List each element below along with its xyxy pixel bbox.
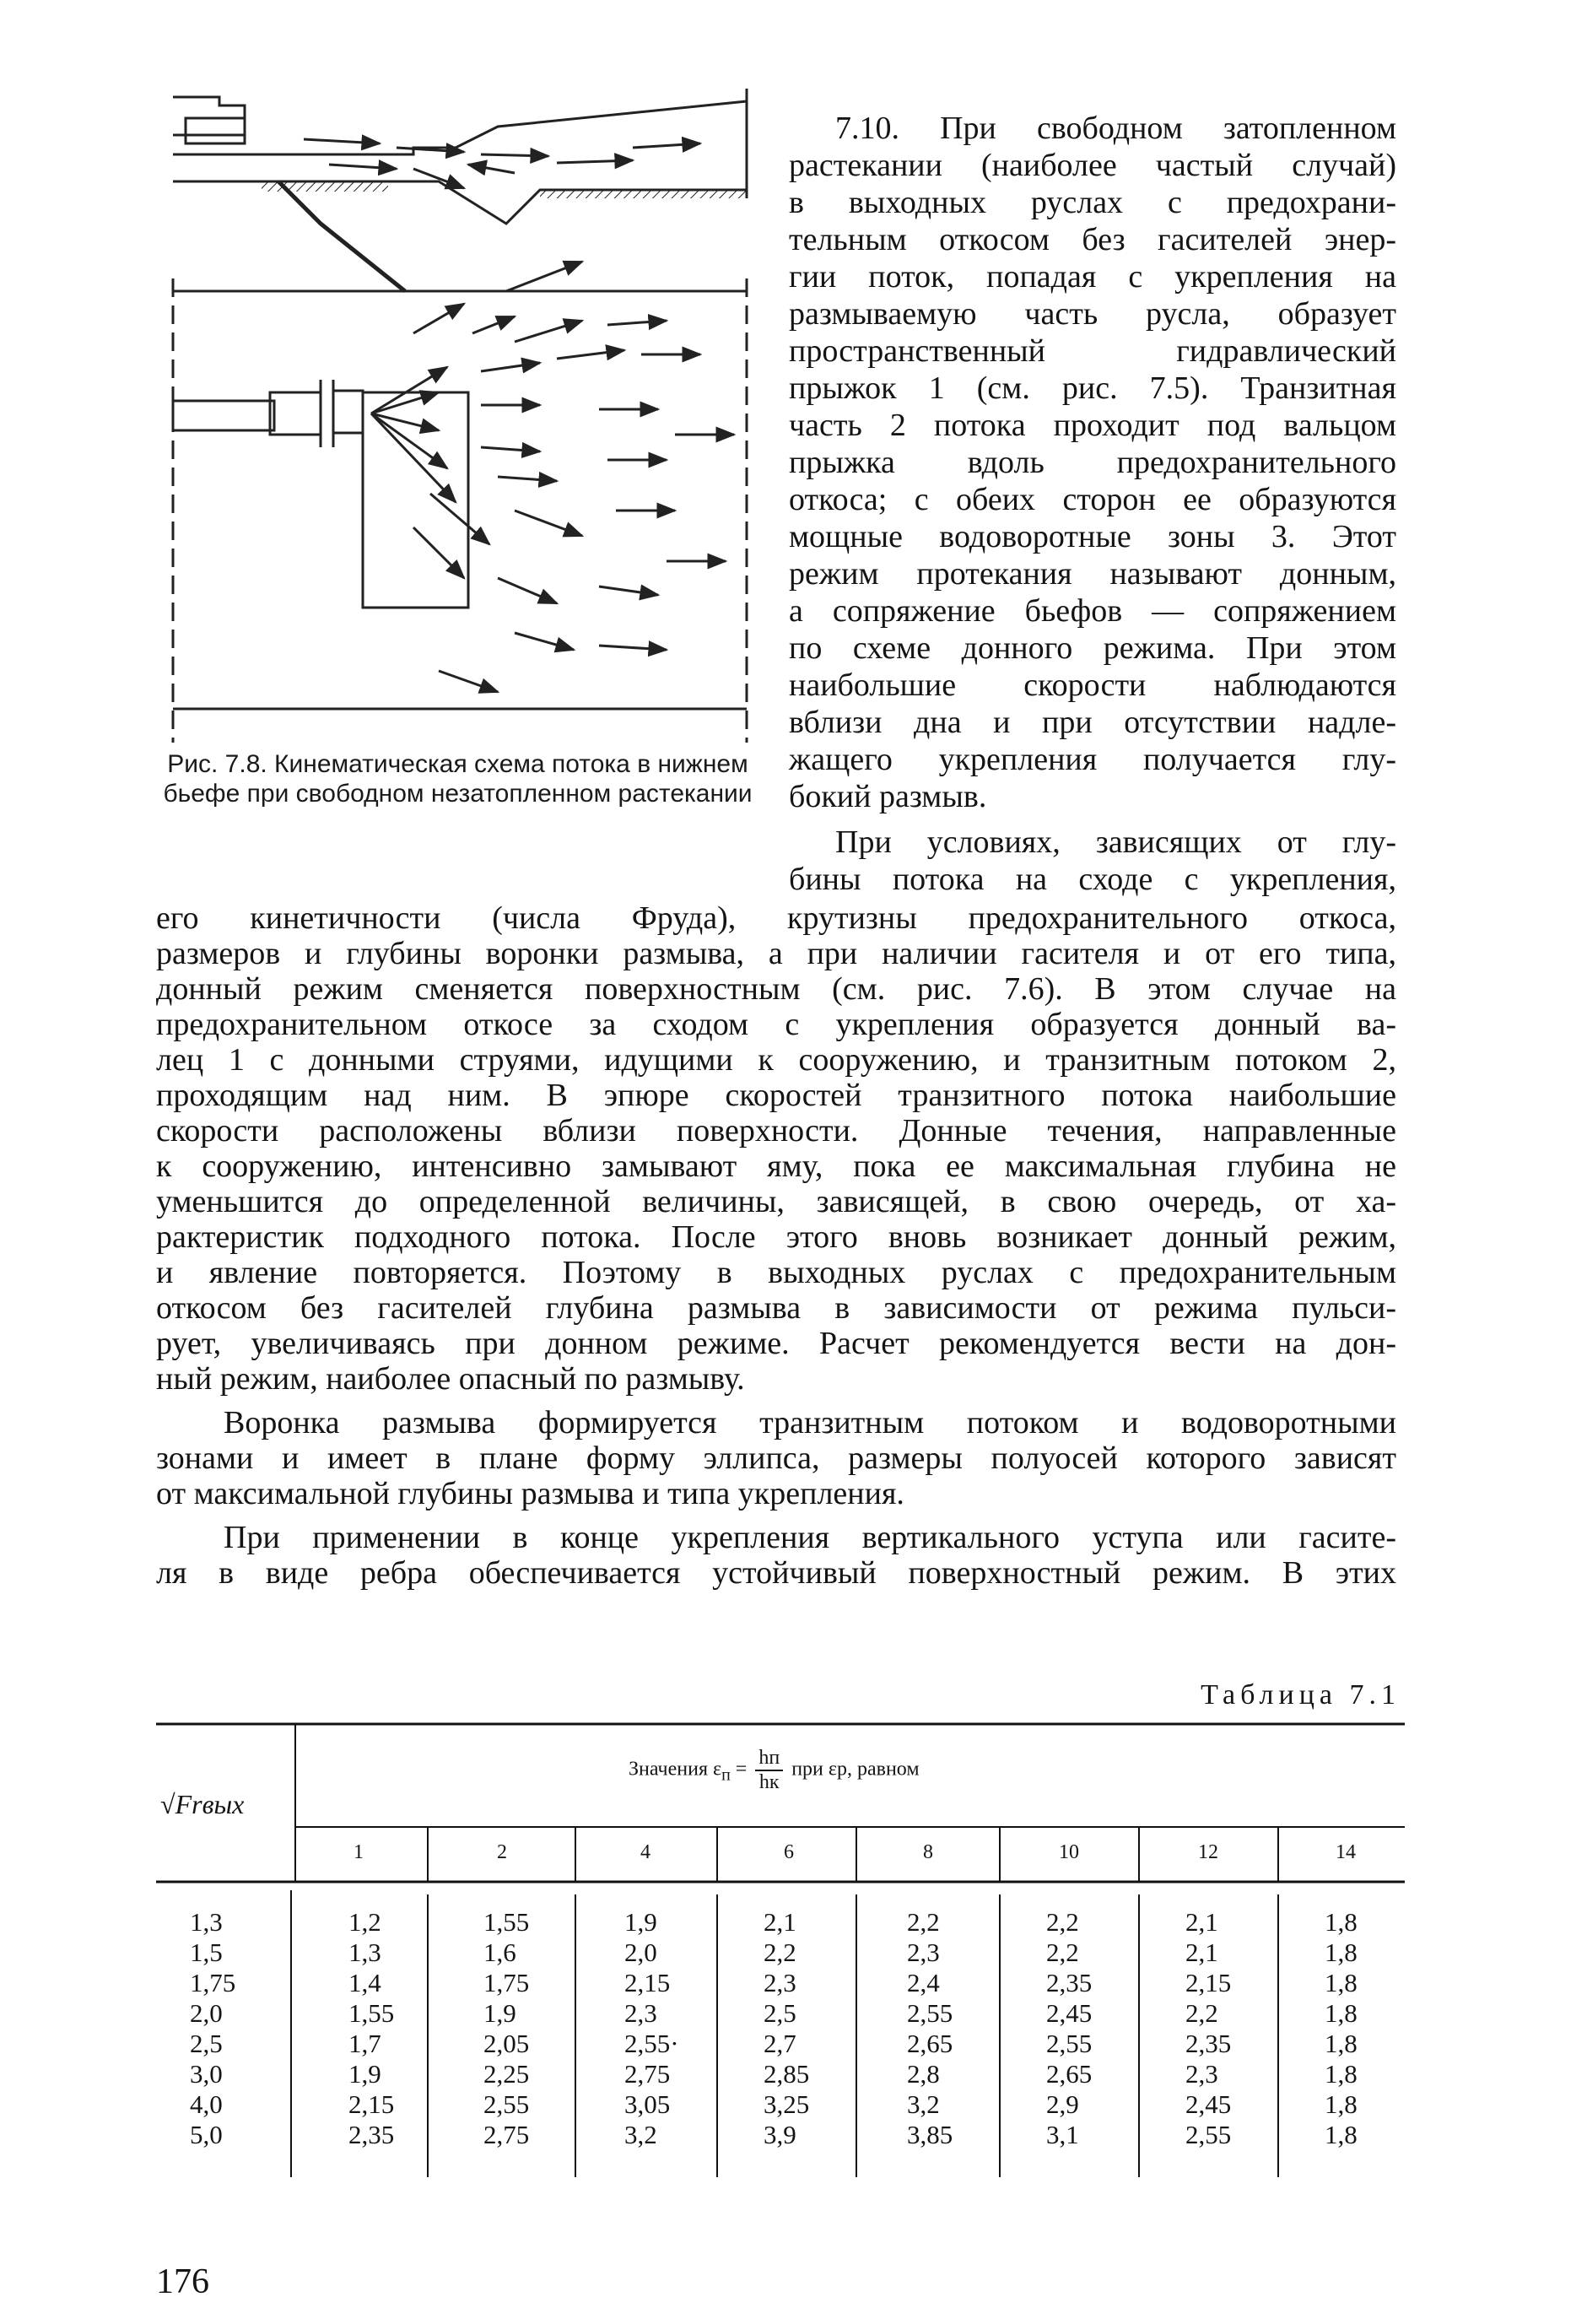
column-header: 1 [354, 1841, 364, 1863]
table-cell: 1,3 [348, 1938, 381, 1967]
text-line: размываемую часть русла, образует [789, 296, 1396, 332]
table-cell: 2,1 [1185, 1938, 1218, 1967]
table-cell: 2,2 [764, 1938, 796, 1967]
table-cell: 1,8 [1325, 1907, 1358, 1937]
fraction-denominator: hк [758, 1771, 780, 1793]
text-line: а сопряжение бьефов — сопряжением [789, 593, 1396, 629]
table-cell: 2,3 [1185, 2059, 1218, 2089]
text-line: При применении в конце укрепления вертикального уступа или гасите- [224, 1520, 1396, 1555]
row-label: 1,3 [190, 1907, 223, 1937]
text-line: растекании (наиболее частый случай) [789, 148, 1396, 183]
text-line: ный режим, наиболее опасный по размыву. [156, 1361, 745, 1397]
row-label: 2,0 [190, 1998, 223, 2028]
table-7-1 [156, 1721, 1405, 2177]
text-line: наибольшие скорости наблюдаются [789, 667, 1396, 703]
table-cell: 2,3 [907, 1938, 940, 1967]
table-cell: 1,8 [1325, 2029, 1358, 2058]
group-header-sub: п [721, 1765, 731, 1785]
text-line: откоса; с обеих сторон ее образуются [789, 482, 1396, 517]
text-line: режим протекания называют донным, [789, 556, 1396, 592]
table-cell: 2,15 [624, 1968, 671, 1997]
group-header-prefix: Значения ε [629, 1758, 722, 1781]
column-header: 4 [640, 1841, 650, 1863]
column-header: 14 [1336, 1841, 1356, 1863]
column-header: 8 [923, 1841, 933, 1863]
text-line: рует, увеличиваясь при донном режиме. Расчет рекомендуется вести на дон- [156, 1326, 1396, 1361]
table-cell: 1,9 [624, 1907, 657, 1937]
table-cell: 2,35 [348, 2120, 395, 2149]
figure-7-8 [160, 89, 751, 743]
fraction [755, 1747, 783, 1794]
table-cell: 2,1 [764, 1907, 796, 1937]
table-cell: 2,45 [1046, 1998, 1093, 2028]
text-line: предохранительном откосе за сходом с укрепления образуется донный ва- [156, 1007, 1396, 1042]
text-line: бокий размыв. [789, 779, 987, 814]
table-cell: 3,2 [624, 2120, 657, 2149]
longitudinal-section [173, 89, 747, 291]
text-line: зонами и имеет в плане форму эллипса, размеры полуосей которого зависят [156, 1440, 1396, 1476]
table-cell: 1,8 [1325, 1938, 1358, 1967]
table-cell: 2,8 [907, 2059, 940, 2089]
table-cell: 1,8 [1325, 1998, 1358, 2028]
figure-caption: Рис. 7.8. Кинематическая схема потока в нижнем бьефе при свободном незатопленном растекании [163, 750, 753, 808]
table-cell: 2,35 [1046, 1968, 1093, 1997]
text-line: проходящим над ним. В эпюре скоростей транзитного потока наибольшие [156, 1078, 1396, 1113]
table-cell: 2,75 [624, 2059, 671, 2089]
table-cell: 2,2 [1185, 1998, 1218, 2028]
column-header: 12 [1198, 1841, 1218, 1863]
table-cell: 2,2 [1046, 1938, 1079, 1967]
text-line: гии поток, попадая с укрепления на [789, 259, 1396, 295]
text-line: его кинетичности (числа Фруда), крутизны предохранительного откоса, [156, 900, 1396, 936]
row-label: 1,75 [190, 1968, 236, 1997]
table-cell: 2,3 [624, 1998, 657, 2028]
row-label: 2,5 [190, 2029, 223, 2058]
table-cell: 1,9 [348, 2059, 381, 2089]
table-cell: 2,2 [907, 1907, 940, 1937]
text-line: пространственный гидравлический [789, 333, 1396, 369]
table-cell: 3,25 [764, 2089, 810, 2119]
table-cell: 3,2 [907, 2089, 940, 2119]
column-header: 6 [784, 1841, 794, 1863]
table-cell: 2,2 [1046, 1907, 1079, 1937]
table-cell: 1,7 [348, 2029, 381, 2058]
table-cell: 1,75 [483, 1968, 530, 1997]
text-line: рактеристик подходного потока. После этого вновь возникает донный режим, [156, 1219, 1396, 1255]
table-cell: 1,2 [348, 1907, 381, 1937]
table-cell: 2,4 [907, 1968, 940, 1997]
table-cell: 1,55 [348, 1998, 395, 2028]
text-line: размеров и глубины воронки размыва, а при наличии гасителя и от его типа, [156, 936, 1396, 971]
text-line: вблизи дна и при отсутствии надле- [789, 705, 1396, 740]
row-label: 3,0 [190, 2059, 223, 2089]
table-cell: 1,8 [1325, 1968, 1358, 1997]
table-cell: 2,15 [348, 2089, 395, 2119]
text-line: от максимальной глубины размыва и типа укрепления. [156, 1476, 904, 1511]
table-cell: 1,8 [1325, 2089, 1358, 2119]
table-cell: 1,8 [1325, 2120, 1358, 2149]
text-line: прыжка вдоль предохранительного [789, 445, 1396, 480]
table-cell: 2,25 [483, 2059, 530, 2089]
text-line: скорости расположены вблизи поверхности. Донные течения, направленные [156, 1113, 1396, 1148]
text-line: откосом без гасителей глубина размыва в зависимости от режима пульси- [156, 1290, 1396, 1326]
group-header-suffix: при εр, равном [786, 1758, 920, 1781]
table-cell: 2,55 [1046, 2029, 1093, 2058]
text-line: и явление повторяется. Поэтому в выходных руслах с предохранительным [156, 1255, 1396, 1290]
table-cell: 2,55· [624, 2029, 679, 2058]
table-cell: 2,3 [764, 1968, 796, 1997]
group-header-eq: = [730, 1758, 753, 1781]
table-cell: 1,8 [1325, 2059, 1358, 2089]
table-cell: 1,6 [483, 1938, 516, 1967]
table-cell: 2,7 [764, 2029, 796, 2058]
table-title: Таблица 7.1 [1201, 1679, 1401, 1711]
page-number: 176 [156, 2262, 209, 2301]
table-cell: 2,15 [1185, 1968, 1232, 1997]
table-cell: 2,75 [483, 2120, 530, 2149]
row-label: 4,0 [190, 2089, 223, 2119]
group-header [629, 1747, 920, 1794]
table-cell: 3,9 [764, 2120, 796, 2149]
table-cell: 2,1 [1185, 1907, 1218, 1937]
table-cell: 1,4 [348, 1968, 381, 1997]
text-line: бины потока на сходе с укрепления, [789, 862, 1396, 897]
text-line: по схеме донного режима. При этом [789, 630, 1396, 666]
text-line: в выходных руслах с предохрани- [789, 185, 1396, 220]
text-line: 7.10. При свободном затопленном [835, 111, 1396, 146]
row-header: √Frвых [160, 1789, 245, 1819]
text-line: ля в виде ребра обеспечивается устойчивый поверхностный режим. В этих [156, 1555, 1396, 1591]
table-cell: 3,05 [624, 2089, 671, 2119]
text-line: к сооружению, интенсивно замывают яму, пока ее максимальная глубина не [156, 1148, 1396, 1184]
text-line: При условиях, зависящих от глу- [835, 824, 1396, 860]
table-cell: 2,55 [483, 2089, 530, 2119]
text-line: донный режим сменяется поверхностным (см. рис. 7.6). В этом случае на [156, 971, 1396, 1007]
table-cell: 1,9 [483, 1998, 516, 2028]
row-label: 1,5 [190, 1938, 223, 1967]
text-line: жащего укрепления получается глу- [789, 742, 1396, 777]
row-label: 5,0 [190, 2120, 223, 2149]
text-line: мощные водоворотные зоны 3. Этот [789, 519, 1396, 554]
table-cell: 1,55 [483, 1907, 530, 1937]
column-header: 2 [497, 1841, 507, 1863]
table-cell: 2,5 [764, 1998, 796, 2028]
table-cell: 2,05 [483, 2029, 530, 2058]
table-cell: 2,9 [1046, 2089, 1079, 2119]
column-header: 10 [1059, 1841, 1079, 1863]
table-cell: 2,65 [907, 2029, 953, 2058]
fraction-numerator: hп [755, 1747, 783, 1771]
table-cell: 2,55 [907, 1998, 953, 2028]
table-cell: 2,35 [1185, 2029, 1232, 2058]
table-cell: 3,85 [907, 2120, 953, 2149]
table-cell: 2,0 [624, 1938, 657, 1967]
table-cell: 2,45 [1185, 2089, 1232, 2119]
text-line: часть 2 потока проходит под вальцом [789, 408, 1396, 443]
table-cell: 3,1 [1046, 2120, 1079, 2149]
text-line: прыжок 1 (см. рис. 7.5). Транзитная [789, 370, 1396, 406]
text-line: тельным откосом без гасителей энер- [789, 222, 1396, 257]
table-cell: 2,55 [1185, 2120, 1232, 2149]
text-line: уменьшится до определенной величины, зависящей, в свою очередь, от ха- [156, 1184, 1396, 1219]
text-line: лец 1 с донными струями, идущими к сооружению, и транзитным потоком 2, [156, 1042, 1396, 1078]
table-cell: 2,85 [764, 2059, 810, 2089]
text-line: Воронка размыва формируется транзитным потоком и водоворотными [224, 1405, 1396, 1440]
table-cell: 2,65 [1046, 2059, 1093, 2089]
